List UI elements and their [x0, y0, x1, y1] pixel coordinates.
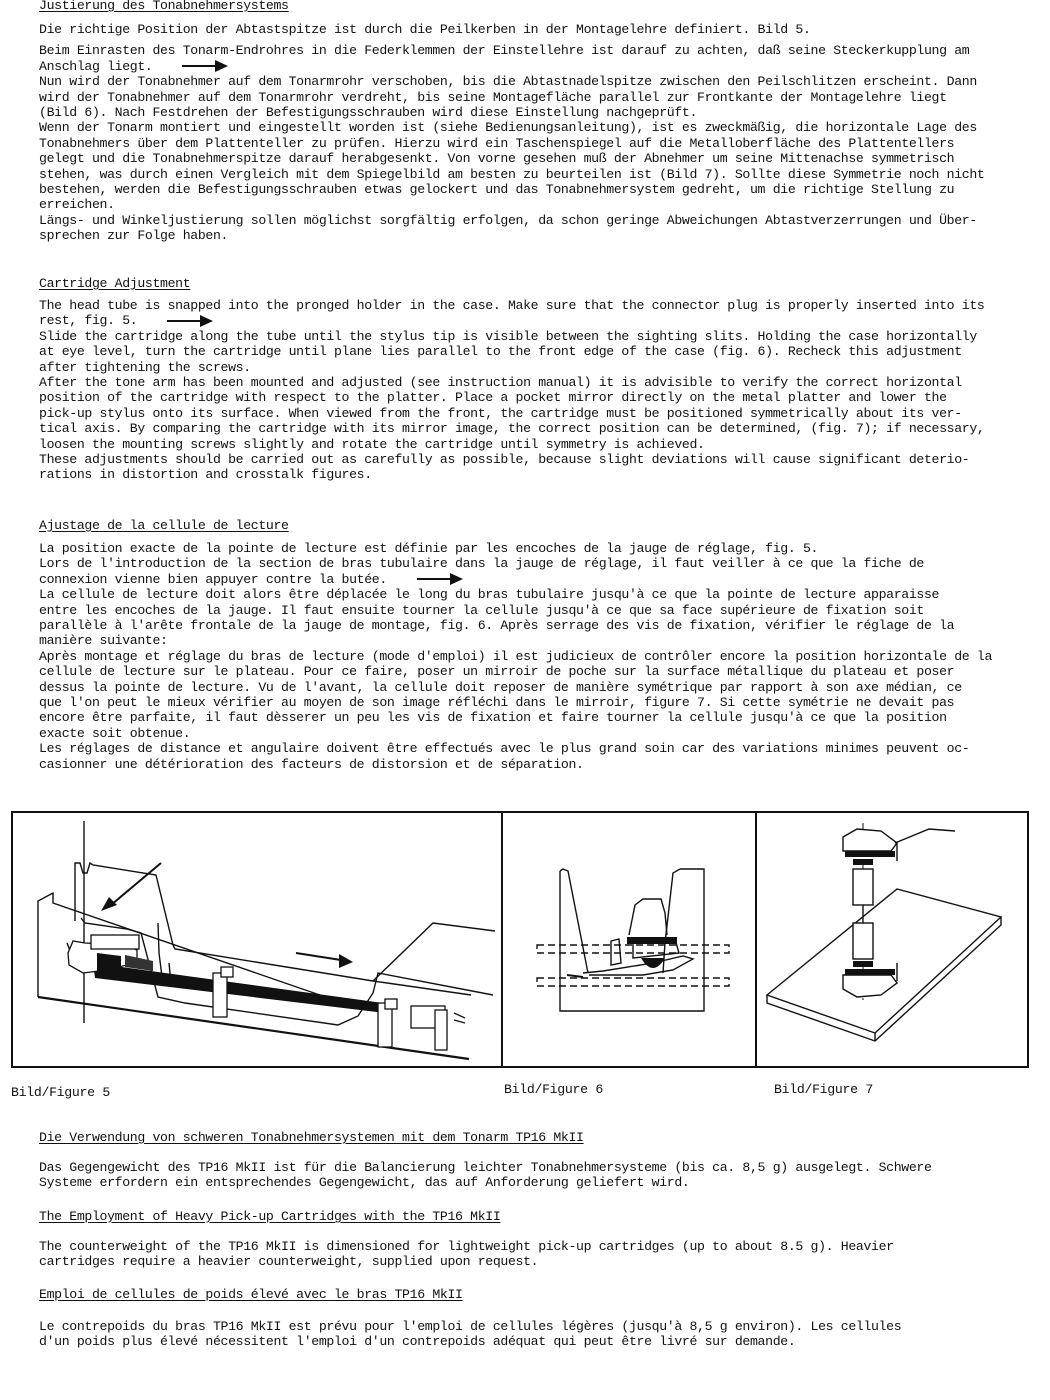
text-line: sprechen zur Folge haben. — [39, 228, 229, 244]
text-line: tical axis. By comparing the cartridge with its mirror image, the correct position can be determined, (fig. 7); if necessary, — [39, 421, 985, 437]
text-line: parallèle à l'arête frontale de la jauge de montage, fig. 6. Après serrage des vis de fixation, vérifier le réglage de la — [39, 618, 955, 634]
section-body-fr — [39, 541, 1029, 772]
text-line-with-arrow — [39, 59, 1029, 74]
heavy-heading-fr: Emploi de cellules de poids élevé avec le bras TP16 MkII — [39, 1287, 463, 1302]
text-line: manière suivante: — [39, 633, 168, 649]
heavy-body-de — [39, 1160, 1029, 1191]
heavy-heading-en: The Employment of Heavy Pick-up Cartridges with the TP16 MkII — [39, 1209, 501, 1224]
text-line: gelegt und die Tonabnehmerspitze darauf herabgesenkt. Von vorne gesehen muß der Abnehmer um seine Mittenachse symmetrisch — [39, 151, 955, 167]
figure-5-drawing — [13, 813, 501, 1066]
arrow-right-icon — [167, 315, 213, 327]
text-line: after tightening the screws. — [39, 359, 251, 375]
text-line: position of the cartridge with respect to the platter. Place a pocket mirror directly on the metal platter and lower the — [39, 390, 947, 406]
text-line: casionner une détérioration des facteurs de distorsion et de séparation. — [39, 756, 584, 772]
text-line: La cellule de lecture doit alors être déplacée le long du bras tubulaire jusqu'à ce que la pointe de lecture apparaisse — [39, 587, 940, 603]
figure-7 — [755, 811, 1029, 1068]
figure-5 — [11, 811, 503, 1068]
text-line: These adjustments should be carried out as carefully as possible, because slight deviations will cause significant deterio- — [39, 452, 970, 468]
text-line: Wenn der Tonarm montiert und eingestellt worden ist (siehe Bedienungsanleitung), ist es zweckmäßig, die horizontale Lage des — [39, 120, 977, 136]
text-line: The head tube is snapped into the pronged holder in the case. Make sure that the connector plug is properly inserted into its — [39, 298, 985, 313]
text-line-with-arrow — [39, 313, 1029, 328]
section-body-en — [39, 298, 1029, 483]
text-line: Anschlag liegt. — [39, 58, 153, 74]
text-line: bestehen, werden die Befestigungsschrauben etwas gelockert und das Tonabnehmersystem gedreht, um die richtige Stellung zu — [39, 182, 955, 198]
section-heading-en: Cartridge Adjustment — [39, 276, 191, 291]
text-line: pick-up stylus onto its surface. When viewed from the front, the cartridge must be positioned symmetrically about its ver- — [39, 405, 962, 421]
arrow-right-icon — [417, 573, 463, 585]
section-heading-fr: Ajustage de la cellule de lecture — [39, 518, 289, 533]
text-line-with-arrow — [39, 572, 1029, 587]
figure-6-drawing — [503, 813, 755, 1066]
heavy-body-fr — [39, 1319, 1029, 1350]
text-line: erreichen. — [39, 197, 115, 213]
text-line: Après montage et réglage du bras de lecture (mode d'emploi) il est judicieux de contrôler encore la position horizontale de la — [39, 648, 993, 664]
figure-6-caption: Bild/Figure 6 — [504, 1082, 603, 1097]
text-line: After the tone arm has been mounted and adjusted (see instruction manual) it is advisible to verify the correct horizontal — [39, 375, 962, 391]
text-line: rations in distortion and crosstalk figures. — [39, 467, 372, 483]
text-line: cellule de lecture sur le plateau. Pour ce faire, poser un mirroir de poche sur la surface métallique du plateau et poser — [39, 664, 955, 680]
text-line: rest, fig. 5. — [39, 313, 138, 329]
text-line: Die richtige Position der Abtastspitze ist durch die Peilkerben in der Montagelehre definiert. Bild 5. — [39, 22, 811, 37]
text-line: Nun wird der Tonabnehmer auf dem Tonarmrohr verschoben, bis die Abtastnadelspitze zwischen den Peilschlitzen erscheint. Dann — [39, 74, 977, 90]
figure-6 — [501, 811, 757, 1068]
section-body-de — [39, 22, 1029, 244]
text-line: connexion vienne bien appuyer contre la butée. — [39, 571, 387, 587]
figure-5-caption: Bild/Figure 5 — [11, 1085, 110, 1100]
text-line: at eye level, turn the cartridge until plane lies parallel to the front edge of the case (fig. 6). Recheck this adjustment — [39, 344, 962, 360]
text-line: Les réglages de distance et angulaire doivent être effectués avec le plus grand soin car des variations minimes peuvent oc- — [39, 741, 970, 757]
figure-7-drawing — [757, 813, 1027, 1066]
text-line: Slide the cartridge along the tube until the stylus tip is visible between the sighting slits. Holding the case horizontally — [39, 328, 977, 344]
text-line: Tonabnehmers über dem Plattenteller zu prüfen. Hierzu wird ein Taschenspiegel auf die Metalloberfläche des Plattentellers — [39, 135, 955, 151]
text-line: cartridges require a heavier counterweight, supplied upon request. — [39, 1254, 539, 1270]
text-line: stehen, was durch einen Vergleich mit dem Spiegelbild am besten zu beurteilen ist (Bild 7). Sollte diese Symmetrie noch nicht — [39, 166, 985, 182]
text-line: Das Gegengewicht des TP16 MkII ist für die Balancierung leichter Tonabnehmersysteme (bis ca. 8,5 g) ausgelegt. Schwere — [39, 1160, 932, 1175]
text-line: Längs- und Winkeljustierung sollen möglichst sorgfältig erfolgen, da schon geringe Abweichungen Abtastverzerrungen und Über- — [39, 212, 977, 228]
text-line: entre les encoches de la jauge. Il faut ensuite tourner la cellule jusqu'à ce que sa face supérieure de fixation soit — [39, 602, 924, 618]
heavy-heading-de: Die Verwendung von schweren Tonabnehmersystemen mit dem Tonarm TP16 MkII — [39, 1130, 584, 1145]
figure-7-caption: Bild/Figure 7 — [774, 1082, 873, 1097]
text-line: Beim Einrasten des Tonarm-Endrohres in die Federklemmen der Einstellehre ist darauf zu achten, daß seine Steckerkupplung am — [39, 43, 970, 59]
text-line: encore être parfaite, il faut dèsserer un peu les vis de fixation et faire tourner la cellule jusqu'à ce que la position — [39, 710, 947, 726]
text-line: dessus la pointe de lecture. Vu de l'avant, la cellule doit reposer de manière symétrique par rapport à son axe médian, ce — [39, 679, 962, 695]
text-line: Systeme erfordern ein entsprechendes Gegengewicht, das auf Anforderung geliefert wird. — [39, 1175, 690, 1191]
text-line: Lors de l'introduction de la section de bras tubulaire dans la jauge de réglage, il faut veiller à ce que la fiche de — [39, 556, 924, 572]
section-heading-de: Justierung des Tonabnehmersystems — [39, 0, 289, 13]
text-line: The counterweight of the TP16 MkII is dimensioned for lightweight pick-up cartridges (up to about 8.5 g). Heavier — [39, 1239, 894, 1254]
text-line: loosen the mounting screws slightly and rotate the cartridge until symmetry is achieved. — [39, 436, 705, 452]
text-line: d'un poids plus élevé nécessitent l'emploi d'un contrepoids adéquat qui peut être livré sur demande. — [39, 1334, 796, 1350]
text-line: Le contrepoids du bras TP16 MkII est prévu pour l'emploi de cellules légères (jusqu'à 8,5 g environ). Les cellules — [39, 1319, 902, 1334]
text-line: (Bild 6). Nach Festdrehen der Befestigungsschrauben wird diese Einstellung nachgeprüft. — [39, 105, 698, 121]
text-line: que l'on peut le mieux vérifier au moyen de son image réfléchi dans le mirroir, figure 7. Si cette symétrie ne devait pas — [39, 695, 955, 711]
text-line: wird der Tonabnehmer auf dem Tonarmrohr verdreht, bis seine Montagefläche parallel zur Frontkante der Montagelehre liegt — [39, 89, 947, 105]
text-line: La position exacte de la pointe de lecture est définie par les encoches de la jauge de réglage, fig. 5. — [39, 541, 819, 556]
text-line: exacte soit obtenue. — [39, 725, 191, 741]
heavy-body-en — [39, 1239, 1029, 1270]
arrow-right-icon — [182, 60, 228, 72]
